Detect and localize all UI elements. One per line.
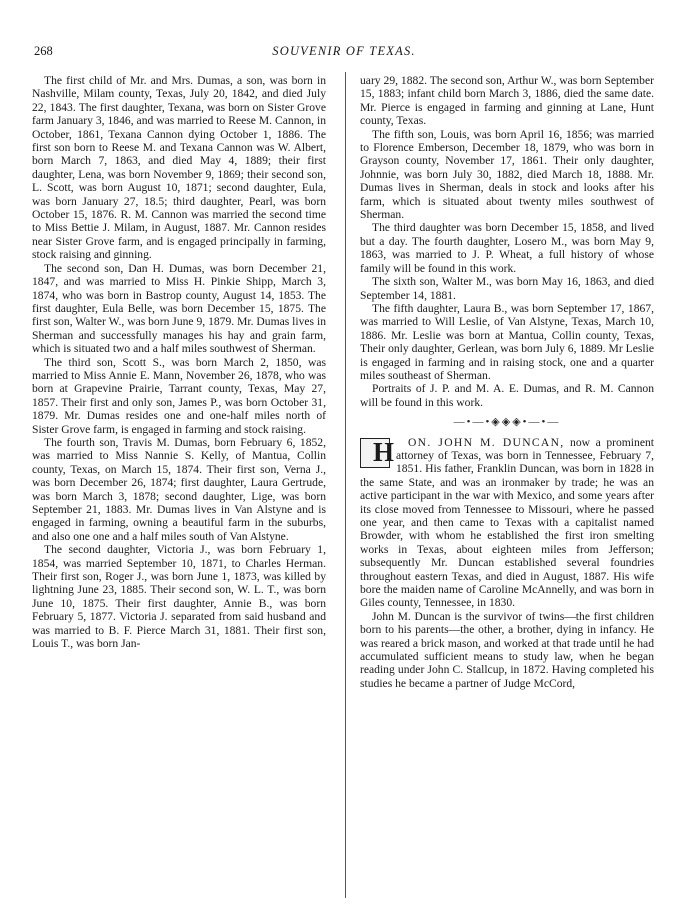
- paragraph-continuation: uary 29, 1882. The second son, Arthur W., was born September 15, 1883; infant child born March 3, 1886, died the same date. Mr. Pierce is engaged in farming and ginning at Lane, Hunt county, Texas.: [360, 74, 654, 128]
- page-header: [34, 44, 654, 62]
- ornamental-divider: —•—•◈◈◈•—•—: [453, 416, 561, 429]
- running-title: SOUVENIR OF TEXAS.: [272, 44, 416, 58]
- paragraph: The sixth son, Walter M., was born May 16, 1863, and died September 14, 1881.: [360, 275, 654, 302]
- paragraph: Portraits of J. P. and M. A. E. Dumas, and R. M. Cannon will be found in this work.: [360, 382, 654, 409]
- paragraph: The first child of Mr. and Mrs. Dumas, a son, was born in Nashville, Milam county, Texas, July 20, 1842, and died July 22, 1843. The first daughter, Texana, was born on Sister Grove farm January 3, 1846, and was married to Reese M. Cannon, in October, 1861, Texana Cannon dying October 1, 1886. The first son born to Reese M. and Texana Cannon was W. Albert, born March 7, 1863, and died May 4, 1889; their first daughter, Lena, was born November 9, 1869; their second son, L. Scott, was born August 10, 1871; second daughter, Eula, was born January 27, 18.5; third daughter, Pearl, was born October 15, 1876. R. M. Cannon was married the second time to Miss Bettie J. Milam, in August, 1887. Mr. Cannon resides near Sister Grove farm, and is engaged principally in farming, stock raising and ginning.: [32, 74, 326, 262]
- paragraph: The fifth son, Louis, was born April 16, 1856; was married to Florence Emberson, December 18, 1879, who was born in Grayson county, November 17, 1861. Their only daughter, Johnnie, was born July 30, 1882, died March 18, 1888. Mr. Dumas lives in Sherman, deals in stock and looks after his farm, which is situated about twenty miles southwest of Sherman.: [360, 127, 654, 222]
- left-column: [32, 74, 326, 650]
- column-divider: [345, 72, 346, 898]
- biography-heading: ON. JOHN M. DUNCAN,: [408, 435, 565, 449]
- right-column: [360, 74, 654, 690]
- biography-text: now a prominent attorney of Texas, was born in Tennessee, February 7, 1851. His father, Franklin Duncan, was born in 1828 in the same State, and was an ironmaker by trade; he was an active participant in the war with Mexico, and some years after its close moved from Tennessee to Missouri, where he passed one year, and then came to Texas with a capitalist named Browder, with whom he established the first iron smelting works in Texas, about eighteen miles from Jefferson; subsequently Mr. Duncan established several foundries throughout eastern Texas, and died in August, 1887. His wife bore the maiden name of Caroline McAnnelly, and was born in Giles county, Tennessee, in 1830.: [360, 435, 654, 610]
- paragraph: The fifth daughter, Laura B., was born September 17, 1867, was married to Will Leslie, of Van Alstyne, Texas, March 10, 1886. Mr. Leslie was born at Mantua, Collin county, Texas, Their only daughter, Gerlean, was born July 6, 1889. Mr Leslie is engaged in farming and in raising stock, one and a quarter miles southeast of Sherman.: [360, 301, 654, 382]
- paragraph: The fourth son, Travis M. Dumas, born February 6, 1852, was married to Miss Nannie S. Kelly, of Mantua, Collin county, Texas, on March 15, 1874. Their first son, Verna J., was born December 26, 1874; first daughter, Laura Gertrude, was born March 3, 1878; second daughter, Lige, was born September 21, 1883. Mr. Dumas lives in Van Alstyne and is engaged in farming, owning a beautiful farm in the suburbs, and also one one and a half miles south of Van Alstyne.: [32, 435, 326, 543]
- paragraph: The third daughter was born December 15, 1858, and lived but a day. The fourth daughter, Losero M., was born May 9, 1863, was married to J. P. Wheat, a full history of whose family will be found in this work.: [360, 221, 654, 275]
- paragraph: The second daughter, Victoria J., was born February 1, 1854, was married September 10, 1871, to Charles Herman. Their first son, Roger J., was born June 1, 1873, was killed by lightning June 23, 1885. Their second son, W. L. T., was born June 10, 1875. Their first daughter, Annie B., was born February 5, 1877. Victoria J. separated from said husband and was married to B. F. Pierce March 31, 1881. Their first son, Louis T., was born Jan-: [32, 543, 326, 651]
- biography-opening: [360, 436, 654, 610]
- paragraph: John M. Duncan is the survivor of twins—the first children born to his parents—the other, a brother, dying in infancy. He was reared a brick mason, and worked at that trade until he had accumulated sufficient means to study law, when he began reading under John C. Stallcup, in 1872. Having completed his studies he became a partner of Judge McCord,: [360, 609, 654, 690]
- paragraph: The third son, Scott S., was born March 2, 1850, was married to Miss Annie E. Mann, November 26, 1878, who was born at Grapevine Prairie, Tarrant county, Texas, May 27, 1857. Their first and only son, James P., was born October 31, 1879. Mr. Dumas resides one and one-half miles north of Sister Grove farm, is engaged in farming and stock raising.: [32, 355, 326, 436]
- drop-cap: H: [360, 438, 390, 468]
- paragraph: The second son, Dan H. Dumas, was born December 21, 1847, and was married to Miss H. Pinkie Shipp, March 3, 1874, who was born in Bastrop county, August 14, 1853. The first daughter, Eula Belle, was born December 15, 1875. The first son, Walter W., was born June 9, 1879. Mr. Dumas lives in Sherman and successfully manages his hay and grain farm, which is situated two and a half miles southwest of Sherman.: [32, 261, 326, 356]
- page-number: 268: [34, 44, 53, 58]
